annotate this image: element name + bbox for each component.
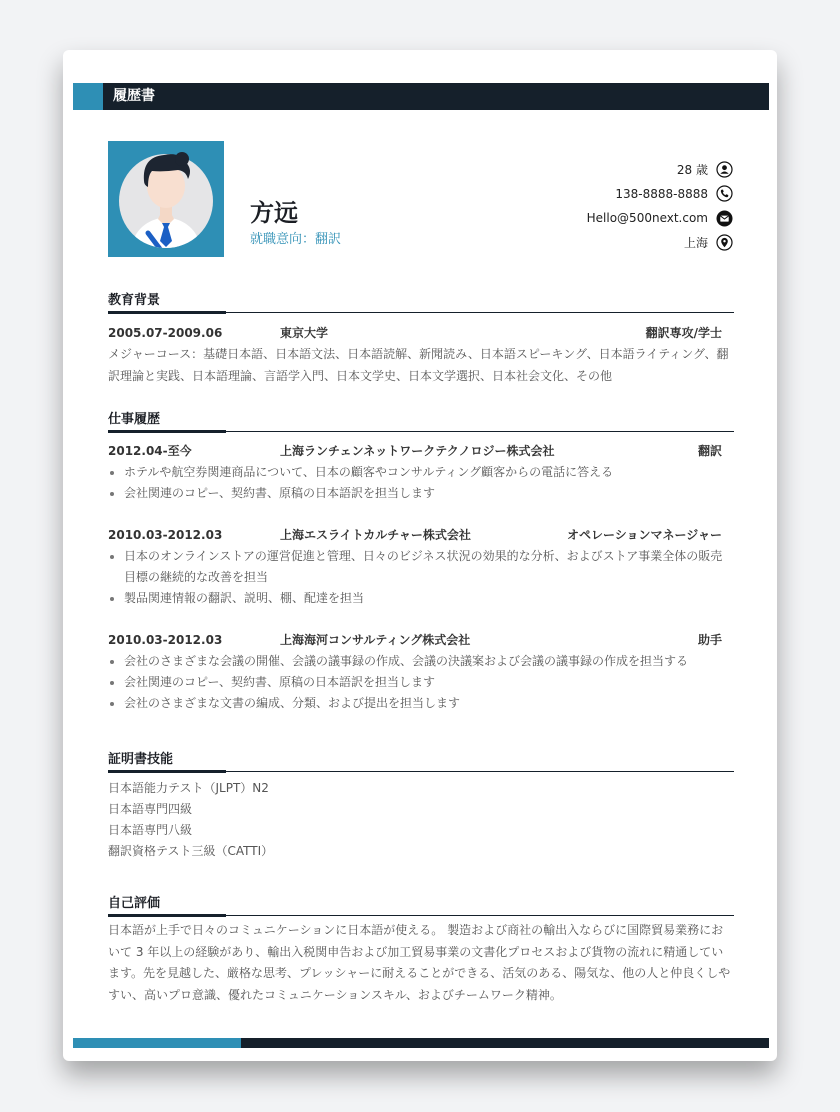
footer-accent — [73, 1038, 241, 1048]
job-bullets — [108, 651, 734, 714]
job-company: 上海ランチェンネットワークテクノロジー株式会社 — [280, 444, 555, 458]
section-underline — [108, 311, 226, 314]
contact-phone — [587, 182, 733, 207]
education-school: 東京大学 — [280, 326, 329, 340]
footer-bar — [73, 1038, 769, 1048]
contact-location — [587, 231, 733, 256]
work-section — [108, 410, 734, 714]
section-title — [108, 750, 734, 772]
list-item: 日本語能力テスト（JLPT）N2 — [108, 781, 269, 795]
education-degree: 翻訳専攻/学士 — [645, 326, 722, 340]
job-intent: 就職意向：翻訳 — [250, 232, 342, 247]
job-row — [108, 441, 734, 462]
avatar — [108, 141, 224, 257]
list-item: 日本語専門八級 — [108, 823, 193, 837]
mail-icon — [716, 210, 733, 227]
list-item: 製品関連情報の翻訳、説明、棚、配達を担当 — [108, 588, 734, 609]
user-icon — [716, 161, 733, 178]
list-item: 日本のオンラインストアの運営促進と管理、日々のビジネス状況の効果的な分析、およびストア事業全体の販売目標の継続的な改善を担当 — [108, 546, 734, 588]
education-period: 2005.07-2009.06 — [108, 326, 223, 340]
list-item: 会社関連のコピー、契約書、原稿の日本語訳を担当します — [108, 483, 734, 504]
list-item: 翻訳資格テスト三級（CATTI） — [108, 844, 274, 858]
certs-section — [108, 750, 734, 862]
section-title — [108, 410, 734, 432]
job-role: 翻訳 — [697, 444, 722, 458]
section-underline — [108, 914, 226, 917]
cert-list — [108, 778, 734, 862]
list-item: ホテルや航空券関連商品について、日本の顧客やコンサルティング顧客からの電話に答える — [108, 462, 734, 483]
job-role: オペレーションマネージャー — [566, 528, 722, 542]
job-company: 上海海河コンサルティング株式会社 — [280, 633, 471, 647]
header-bar — [73, 83, 769, 110]
self-section — [108, 894, 734, 1006]
location-text: 上海 — [683, 236, 708, 251]
job-row — [108, 525, 734, 546]
contact-age — [587, 157, 733, 182]
section-title — [108, 291, 734, 313]
job-row — [108, 630, 734, 651]
resume-page — [63, 50, 777, 1061]
self-title: 自己評価 — [108, 896, 161, 911]
job-role: 助手 — [697, 633, 722, 647]
location-icon — [716, 234, 733, 251]
list-item: 会社関連のコピー、契約書、原稿の日本語訳を担当します — [108, 672, 734, 693]
job-period: 2010.03-2012.03 — [108, 528, 223, 542]
list-item: 会社のさまざまな文書の編成、分類、および提出を担当します — [108, 693, 734, 714]
section-underline — [108, 430, 226, 433]
list-item: 会社のさまざまな会議の開催、会議の議事録の作成、会議の決議案および会議の議事録の作成を担当する — [108, 651, 734, 672]
age-text: 28 歳 — [676, 162, 708, 177]
section-underline — [108, 770, 226, 773]
job-company: 上海エスライトカルチャー株式会社 — [280, 528, 471, 542]
contact-email — [587, 206, 733, 231]
job-bullets — [108, 462, 734, 504]
contact-list — [587, 157, 733, 255]
phone-text: 138-8888-8888 — [615, 186, 708, 201]
phone-icon — [716, 185, 733, 202]
self-text: 日本語が上手で日々のコミュニケーションに日本語が使える。 製造および商社の輸出入ならびに国際貿易業務において 3 年以上の経験があり、輸出入税関申告および加工貿易事業の文書化プロセスおよび貨物の流れに精通しています。先を見越した、厳格な思考、プレッシャーに耐えることができる、活気のある、陽気な、他の人と仲良くしやすい、高いプロ意識、優れたコミュニケーションスキル、およびチームワーク精神。 — [108, 923, 731, 1002]
education-detail: メジャーコース：基礎日本語、日本語文法、日本語読解、新聞読み、日本語スピーキング、日本語ライティング、翻訳理論と実践、日本語理論、言語学入門、日本文学史、日本文学選択、日本社会文化、その他 — [108, 347, 729, 383]
education-row — [108, 323, 734, 344]
section-title — [108, 894, 734, 916]
job-period: 2010.03-2012.03 — [108, 633, 223, 647]
list-item: 日本語専門四級 — [108, 802, 193, 816]
education-title: 教育背景 — [108, 293, 161, 308]
page-title: 履歴書 — [113, 88, 155, 104]
education-section — [108, 291, 734, 387]
job-period: 2012.04-至今 — [108, 444, 192, 458]
candidate-name: 方远 — [250, 199, 298, 227]
work-title: 仕事履歴 — [108, 412, 161, 427]
header-accent — [73, 83, 103, 110]
job-bullets — [108, 546, 734, 609]
email-text: Hello@500next.com — [586, 211, 708, 226]
certs-title: 証明書技能 — [108, 752, 174, 767]
